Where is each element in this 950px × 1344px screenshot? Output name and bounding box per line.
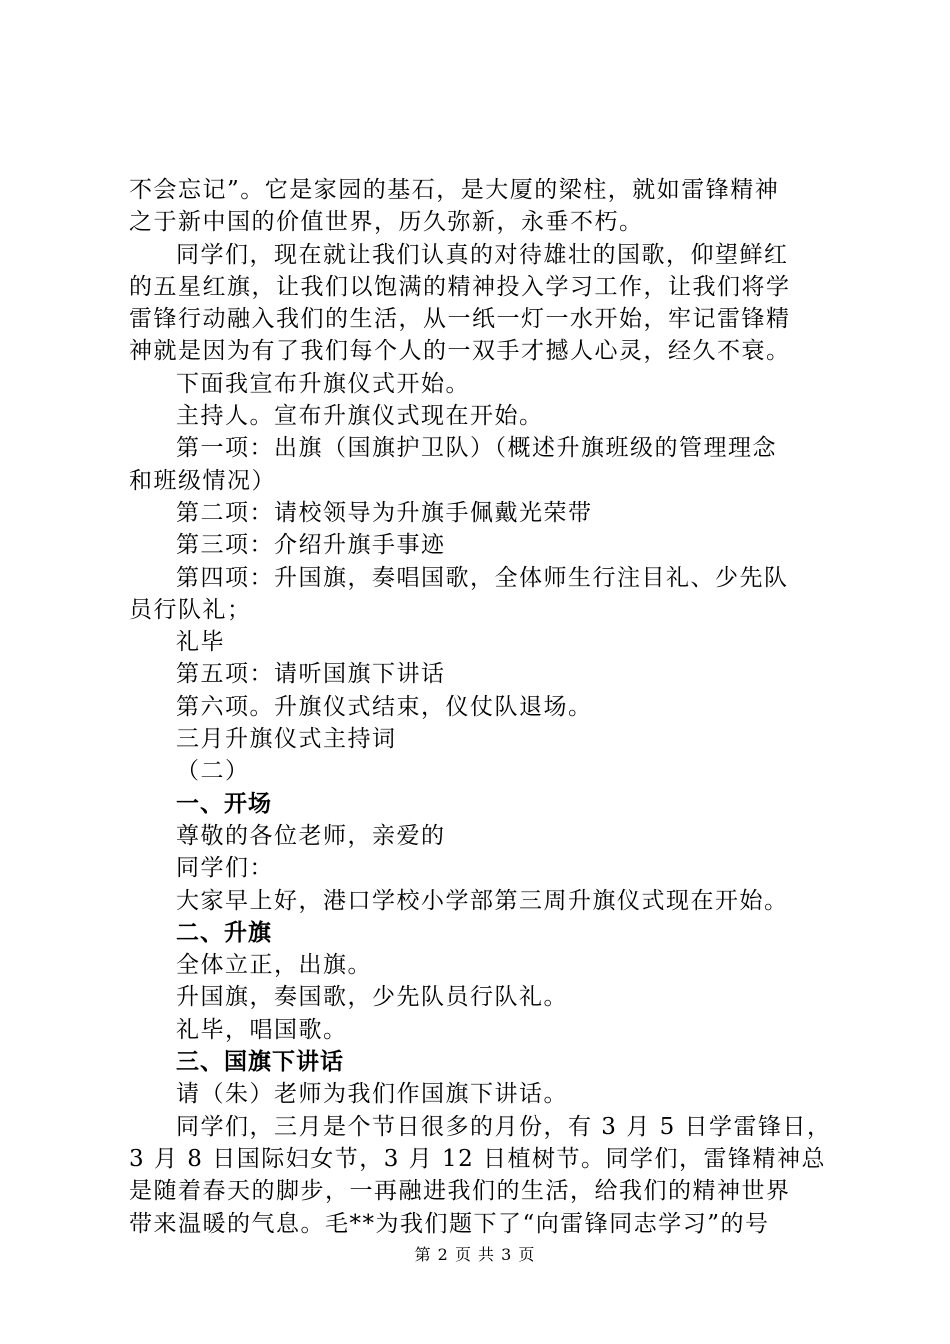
text-line: 礼毕: [176, 629, 225, 656]
text-line: 主持人。宣布升旗仪式现在开始。: [176, 403, 544, 430]
text-line: 第五项：请听国旗下讲话: [176, 661, 446, 688]
text-line: 第六项。升旗仪式结束，仪仗队退场。: [176, 693, 593, 720]
text-line: 之于新中国的价值世界，历久弥新，永垂不朽。: [129, 209, 644, 236]
text-line: 同学们，三月是个节日很多的月份，有 3 月 5 日学雷锋日，: [176, 1113, 832, 1140]
text-line: 大家早上好，港口学校小学部第三周升旗仪式现在开始。: [176, 887, 789, 914]
text-line: 是随着春天的脚步，一再融进我们的生活，给我们的精神世界: [129, 1178, 791, 1205]
text-line: 和班级情况）: [129, 467, 276, 494]
text-line: 的五星红旗，让我们以饱满的精神投入学习工作，让我们将学: [129, 273, 791, 300]
text-line: 同学们，现在就让我们认真的对待雄壮的国歌，仰望鲜红: [176, 241, 789, 268]
text-line: 3 月 8 日国际妇女节，3 月 12 日植树节。同学们，雷锋精神总: [129, 1145, 827, 1172]
text-line: 第三项：介绍升旗手事迹: [176, 532, 446, 559]
text-line: 全体立正，出旗。: [176, 952, 372, 979]
heading-flag-raising: 二、升旗: [176, 919, 272, 946]
text-line: 不会忘记”。它是家园的基石，是大厦的梁柱，就如雷锋精神: [129, 177, 780, 203]
text-line: 第一项：出旗（国旗护卫队）（概述升旗班级的管理理念: [176, 435, 777, 462]
text-line: 同学们：: [176, 855, 274, 882]
text-line: 第二项：请校领导为升旗手佩戴光荣带: [176, 499, 593, 526]
heading-opening: 一、开场: [176, 790, 272, 817]
page-footer: 第 2 页 共 3 页: [414, 1245, 536, 1264]
text-line: 第四项：升国旗，奏唱国歌，全体师生行注目礼、少先队: [176, 564, 789, 591]
text-line: 雷锋行动融入我们的生活，从一纸一灯一水开始，牢记雷锋精: [129, 306, 791, 333]
text-line: 神就是因为有了我们每个人的一双手才撼人心灵，经久不衰。: [129, 338, 791, 365]
section-number: （二）: [176, 758, 250, 785]
text-line: 员行队礼；: [129, 596, 252, 623]
document-body: [129, 174, 834, 1240]
text-line: 尊敬的各位老师，亲爱的: [176, 822, 446, 849]
heading-speech: 三、国旗下讲话: [176, 1049, 344, 1076]
section-title: 三月升旗仪式主持词: [176, 726, 397, 753]
text-line: 带来温暖的气息。毛**为我们题下了“向雷锋同志学习”的号: [129, 1210, 770, 1237]
text-line: 升国旗，奏国歌，少先队员行队礼。: [176, 984, 568, 1011]
text-line: 请（朱）老师为我们作国旗下讲话。: [176, 1081, 568, 1108]
text-line: 礼毕，唱国歌。: [176, 1016, 348, 1043]
text-line: 下面我宣布升旗仪式开始。: [176, 370, 470, 397]
